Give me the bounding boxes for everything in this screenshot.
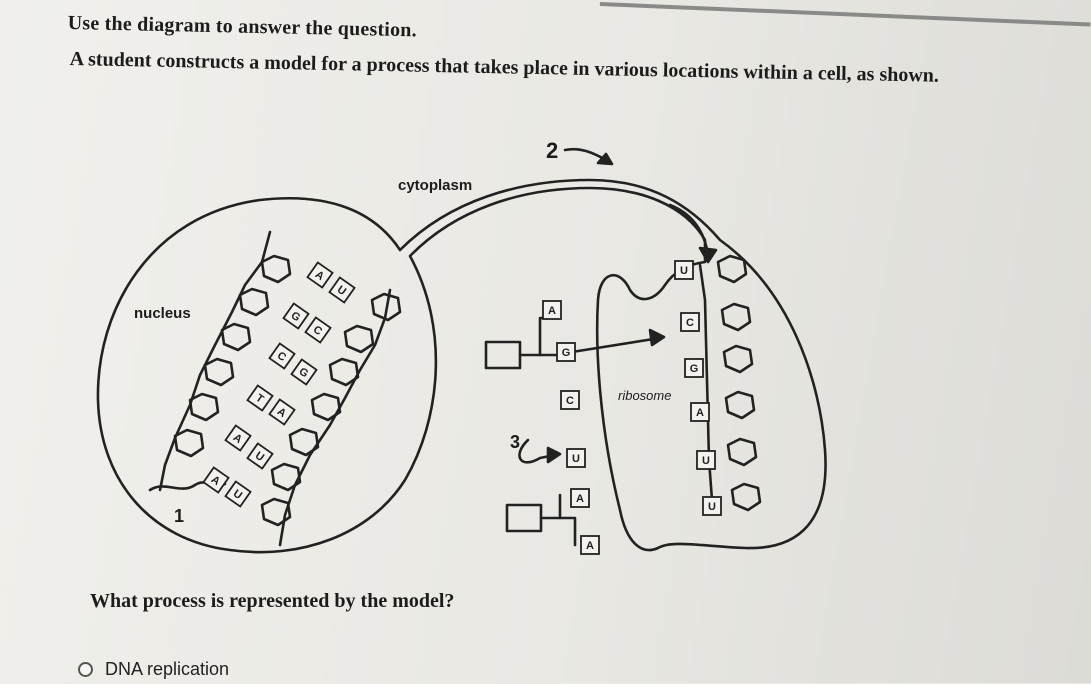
trna-base — [571, 489, 589, 507]
mrna-base — [675, 261, 693, 279]
dna-base-left — [247, 385, 272, 410]
trna-base — [557, 343, 575, 361]
amino-acid-box — [507, 505, 541, 531]
choice-label: DNA replication — [105, 658, 230, 679]
dna-base-left-letter: T — [253, 391, 266, 406]
label-nucleus: nucleus — [134, 305, 191, 322]
dna-base-pairs — [203, 262, 354, 506]
trna-base — [567, 449, 585, 467]
mrna-bases — [675, 261, 721, 515]
mrna-base — [697, 451, 715, 469]
mrna-base-letter: C — [686, 317, 694, 329]
label-step-3: 3 — [510, 432, 521, 452]
answer-choice-dna-replication[interactable] — [78, 654, 229, 684]
label-ribosome: ribosome — [618, 388, 672, 403]
trna-base — [561, 391, 579, 409]
dna-base-left — [283, 303, 308, 328]
mrna-base-letter: U — [702, 455, 710, 467]
trna-base-letter: A — [548, 305, 556, 317]
trna-base — [581, 536, 599, 554]
dna-base-right-letter: C — [310, 323, 325, 339]
dna-base-right-letter: U — [252, 449, 267, 465]
dna-base-left-letter: A — [208, 473, 223, 489]
question-instruction: Use the diagram to answer the question. — [67, 12, 418, 42]
dna-base-left-letter: A — [230, 431, 245, 447]
dna-base-left — [203, 467, 228, 492]
dna-base-right — [225, 481, 250, 506]
mrna-base-letter: G — [689, 363, 699, 375]
mrna-path-arrow-head — [700, 248, 716, 262]
trna-base-letter: A — [586, 540, 594, 552]
dna-base-right — [269, 399, 294, 424]
dna-base-right-letter: A — [274, 405, 289, 421]
dna-base-right — [305, 317, 330, 342]
dna-base-right-letter: G — [296, 365, 311, 381]
peptide-arrow — [572, 338, 660, 352]
trna-base-letter: G — [561, 347, 571, 359]
mrna-base — [691, 403, 709, 421]
dna-base-right — [329, 277, 354, 302]
dna-base-left-letter: C — [274, 349, 289, 365]
mrna-base — [685, 359, 703, 377]
dna-base-right-letter: U — [230, 487, 245, 503]
radio-button[interactable] — [78, 662, 93, 677]
trna-base — [543, 301, 561, 319]
label-step-1: 1 — [174, 506, 185, 526]
dna-base-right — [247, 443, 272, 468]
mrna-base-letter: U — [708, 501, 716, 513]
question-prompt: What process is represented by the model? — [90, 590, 455, 612]
amino-acid-box — [486, 342, 520, 368]
label-cytoplasm: cytoplasm — [398, 177, 473, 194]
dna-base-right-letter: U — [334, 283, 349, 299]
dna-base-left — [269, 343, 294, 368]
question-stem: A student constructs a model for a process that takes place in various locations within a cell, as shown. — [69, 48, 940, 87]
label-step-2: 2 — [546, 138, 559, 163]
dna-base-left-letter: A — [312, 268, 327, 284]
mrna-base-letter: U — [680, 265, 688, 277]
dna-base-right — [291, 359, 316, 384]
mrna-base — [703, 497, 721, 515]
mrna-base — [681, 313, 699, 331]
trna-base-letter: C — [566, 395, 574, 407]
dna-base-left — [307, 262, 332, 287]
dna-base-left-letter: G — [288, 309, 303, 325]
trna-bases — [543, 301, 599, 554]
trna-base-letter: A — [576, 493, 584, 505]
dna-base-left — [225, 425, 250, 450]
mrna-base-letter: A — [696, 407, 704, 419]
trna-base-letter: U — [572, 453, 580, 465]
